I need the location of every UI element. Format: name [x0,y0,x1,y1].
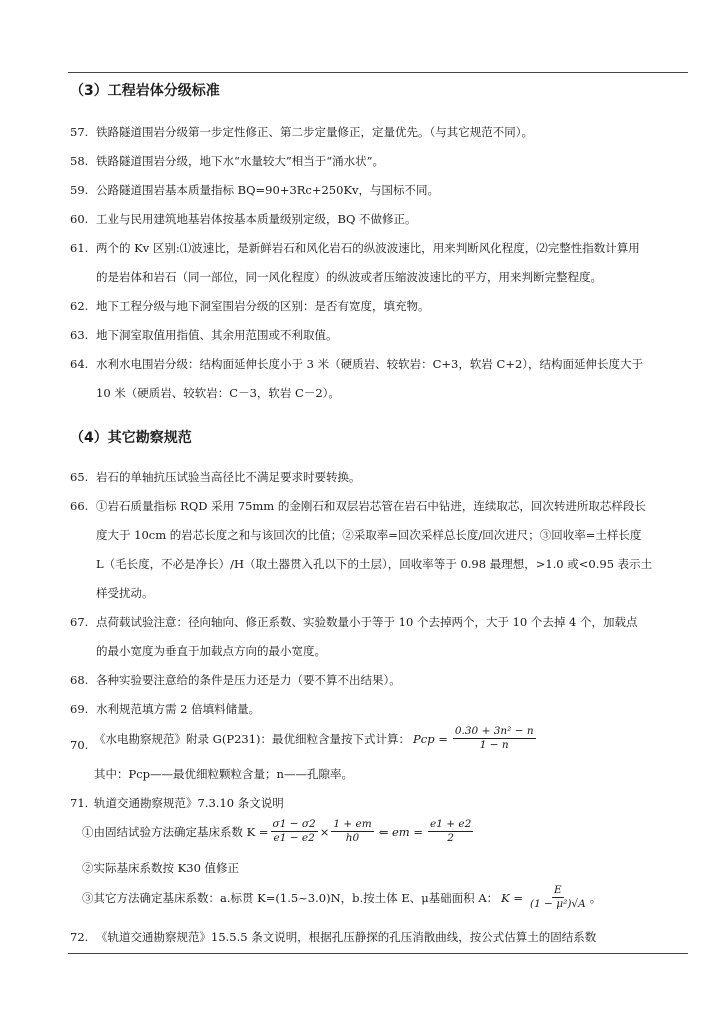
item-71-step3-line [82,884,601,911]
item-line: 各种实验要注意给的条件是压力还是力（要不算不出结果）。 [96,673,401,687]
item-line: 地下洞室取值用指值、其余用范围或不利取值。 [96,328,338,342]
item-71-number: 71. [70,796,89,810]
section-3-title: （3）工程岩体分级标准 [70,83,220,99]
item-71-step3: ③其它方法确定基床系数：a.标贯 K=(1.5~3.0)N，b.按土体 E、μ基础面积 A： [82,890,499,905]
item-number: 57. [70,125,89,139]
item-70-numerator: 0.30 + 3n² − n [454,725,534,737]
item-71-arrow: ⇐ em = [378,824,423,839]
item-line: L（毛长度，不必是净长）/H（取土器贯入孔以下的土层），回收率等于 0.98 最理想，>1.0 或<0.95 表示土 [96,557,653,571]
item-71-f3-den: 2 [447,832,454,844]
item-line: 岩石的单轴抗压试验当高径比不满足要求时要转换。 [96,470,361,484]
item-number: 67. [70,615,89,629]
item-line: 地下工程分级与地下洞室围岩分级的区别：是否有宽度，填充物。 [96,299,430,313]
item-71-step2: ②实际基床系数按 K30 值修正 [82,861,240,875]
item-line: 铁路隧道围岩分级第一步定性修正、第二步定量修正，定量优先。（与其它规范不同）。 [96,125,533,139]
item-number: 64. [70,357,89,371]
item-line: 点荷载试验注意：径向轴向、修正系数、实验数量小于等于 10 个去掉两个，大于 10 个去掉 4 个，加载点 [96,615,638,629]
item-71-end: 。 [589,890,602,905]
item-71-f2-den: h0 [345,832,360,844]
item-71-f4-den: (1 − μ²)√A [530,898,586,910]
item-line: 工业与民用建筑地基岩体按基本质量级别定级，BQ 不做修正。 [96,212,417,226]
item-72-text: 《轨道交通勘察规范》15.5.5 条文说明，根据孔压静探的孔压消散曲线，按公式估算土的固结系数 [96,930,597,944]
item-number: 66. [70,499,89,513]
item-70-denominator: 1 − n [479,739,509,751]
item-line: ①岩石质量指标 RQD 采用 75mm 的金刚石和双层岩芯管在岩石中钻进，连续取芯，回次转进所取芯样段长 [96,499,646,513]
item-70-text: 《水电勘察规范》附录 G(P231)：最优细粒含量按下式计算： [94,731,411,746]
item-line: 两个的 Kv 区别:⑴波速比，是新鲜岩石和风化岩石的纵波波速比，用来判断风化程度，⑵完整性指数计算用 [96,241,640,255]
item-line: 的最小宽度为垂直于加载点方向的最小宽度。 [96,644,326,658]
item-71-f1-num: σ1 − σ2 [272,818,316,830]
item-number: 61. [70,241,89,255]
item-71-times: × [319,824,330,839]
item-71-fraction-4 [528,884,588,911]
item-number: 68. [70,673,89,687]
item-71-f4-num: E [554,884,562,896]
item-line: 样受扰动。 [96,586,154,600]
item-line: 度大于 10cm 的岩芯长度之和与该回次的比值；②采取率=回次采样总长度/回次进尺；③回收率=土样长度 [96,528,642,542]
item-70-lhs: Pcp = [413,731,448,746]
item-number: 59. [70,183,89,197]
item-line: 公路隧道围岩基本质量指标 BQ=90+3Rc+250Kv，与国标不同。 [96,183,440,197]
item-line: 水利规范填方需 2 倍填料储量。 [96,702,261,716]
item-72-number: 72. [70,930,89,944]
item-70-formula-line [94,725,538,752]
item-71-fraction-3 [428,818,473,845]
item-71-fraction-2 [331,818,373,845]
item-line: 水利水电围岩分级：结构面延伸长度小于 3 米（硬质岩、较软岩：C+3，软岩 C+2），结构面延伸长度大于 [96,357,644,371]
item-line: 的是岩体和岩石（同一部位，同一风化程度）的纵波或者压缩波波速比的平方，用来判断完整程度。 [96,270,602,284]
item-line: 铁路隧道围岩分级，地下水“水量较大”相当于“涌水状”。 [96,154,385,168]
item-71-f1-den: e1 − e2 [273,832,315,844]
item-line: 10 米（硬质岩、较软岩：C－3，软岩 C－2）。 [96,386,340,400]
item-70-number: 70. [70,738,89,752]
section-4-title: （4）其它勘察规范 [70,430,192,446]
item-71-k-lhs: K = [501,890,524,905]
item-number: 69. [70,702,89,716]
item-71-title: 轨道交通勘察规范》7.3.10 条文说明 [94,796,284,810]
item-70-note: 其中：Pcp——最优细粒颗粒含量；n——孔隙率。 [94,767,353,781]
item-71-step1: ①由固结试验方法确定基床系数 K = [82,824,269,839]
item-number: 62. [70,299,89,313]
bottom-rule [68,953,688,954]
item-71-fraction-1 [271,818,318,845]
top-rule [68,72,688,73]
item-number: 58. [70,154,89,168]
item-71-step1-line [82,818,475,845]
item-71-f2-num: 1 + em [333,818,372,830]
item-number: 65. [70,470,89,484]
item-number: 60. [70,212,89,226]
item-70-fraction [453,725,536,752]
item-number: 63. [70,328,89,342]
item-71-f3-num: e1 + e2 [429,818,472,830]
